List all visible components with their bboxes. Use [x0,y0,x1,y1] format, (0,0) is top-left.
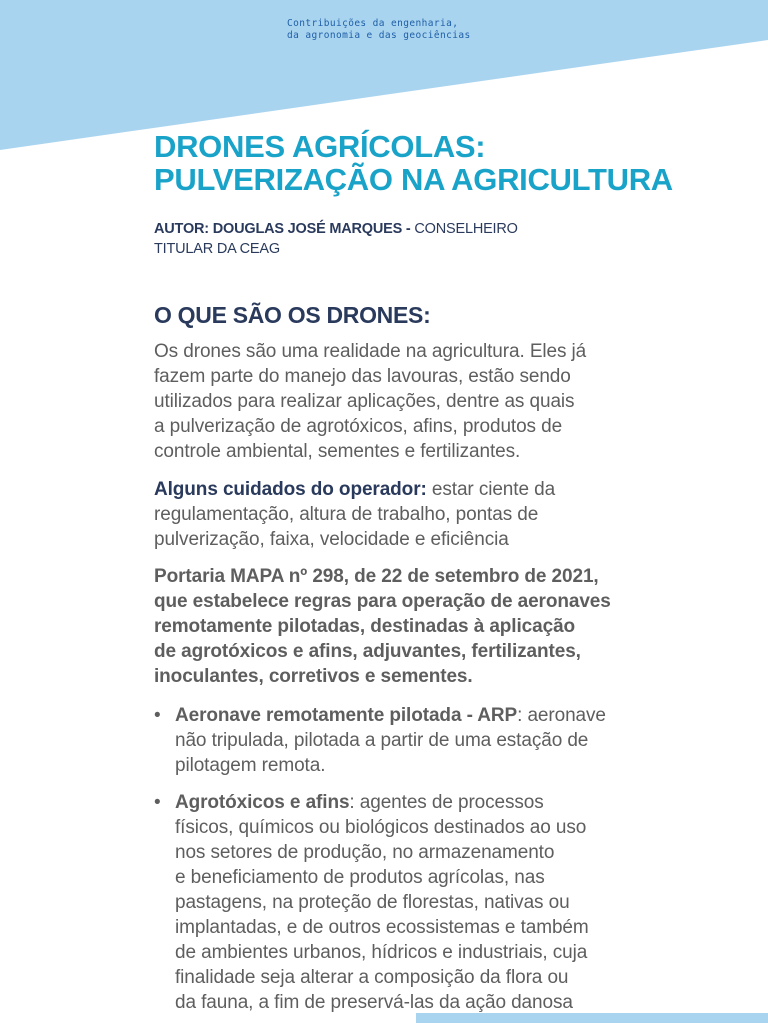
author-role-line: CONSELHEIRO [414,221,518,237]
author-credit [154,219,714,259]
paragraph-line: que estabelece regras para operação de aeronaves [154,591,611,612]
section-heading: O QUE SÃO OS DRONES: [154,302,431,328]
list-item [154,703,714,778]
tagline-line: da agronomia e das geociências [287,30,471,41]
tagline-line: Contribuições da engenharia, [287,18,459,29]
definition-line: : agentes de processos [349,792,544,813]
paragraph-line: remotamente pilotadas, destinadas à aplicação [154,616,576,637]
definition-line: pilotagem remota. [175,755,326,776]
article [154,130,714,1027]
list-item [154,790,714,1015]
definition-line: da fauna, a fim de preservá-las da ação danosa [175,992,573,1013]
bullet-icon: • [154,705,161,726]
definition-line: e beneficiamento de produtos agrícolas, nas [175,867,545,888]
definition-line: implantadas, e de outros ecossistemas e também [175,917,589,938]
definition-line: pastagens, na proteção de florestas, nativas ou [175,892,570,913]
paragraph-line: fazem parte do manejo das lavouras, estão sendo [154,366,571,387]
paragraph-line: de agrotóxicos e afins, adjuvantes, fertilizantes, [154,641,581,662]
footer-accent-bar [416,1013,768,1023]
paragraph-line: estar ciente da [426,479,556,500]
author-role-line: TITULAR DA CEAG [154,241,280,257]
paragraph-line: utilizados para realizar aplicações, dentre as quais [154,391,575,412]
intro-paragraph [154,339,714,464]
paragraph-line: controle ambiental, sementes e fertilizantes. [154,441,521,462]
definition-line: físicos, químicos ou biológicos destinados ao uso [175,817,587,838]
article-title [154,130,714,196]
paragraph-line: a pulverização de agrotóxicos, afins, produtos de [154,416,563,437]
header-tagline [287,18,471,42]
definition-line: não tripulada, pilotada a partir de uma estação de [175,730,589,751]
bullet-icon: • [154,792,161,813]
definition-line: : aeronave [517,705,606,726]
paragraph-line: Portaria MAPA nº 298, de 22 de setembro de 2021, [154,566,599,587]
definition-line: nos setores de produção, no armazenamento [175,842,555,863]
author-label: AUTOR: DOUGLAS JOSÉ MARQUES - [154,221,415,237]
care-label: Alguns cuidados do operador: [154,479,427,500]
paragraph-line: inoculantes, corretivos e sementes. [154,666,473,687]
definition-term: Aeronave remotamente pilotada - ARP [175,705,518,726]
definitions-list [154,703,714,1015]
title-line: DRONES AGRÍCOLAS: [154,129,486,164]
portaria-paragraph [154,564,714,689]
operator-care-paragraph [154,477,714,552]
paragraph-line: regulamentação, altura de trabalho, pontas de [154,504,539,525]
paragraph-line: Os drones são uma realidade na agricultura. Eles já [154,341,587,362]
definition-line: finalidade seja alterar a composição da flora ou [175,967,569,988]
paragraph-line: pulverização, faixa, velocidade e eficiência [154,529,509,550]
definition-line: de ambientes urbanos, hídricos e industriais, cuja [175,942,588,963]
definition-term: Agrotóxicos e afins [175,792,350,813]
title-line: PULVERIZAÇÃO NA AGRICULTURA [154,162,673,197]
